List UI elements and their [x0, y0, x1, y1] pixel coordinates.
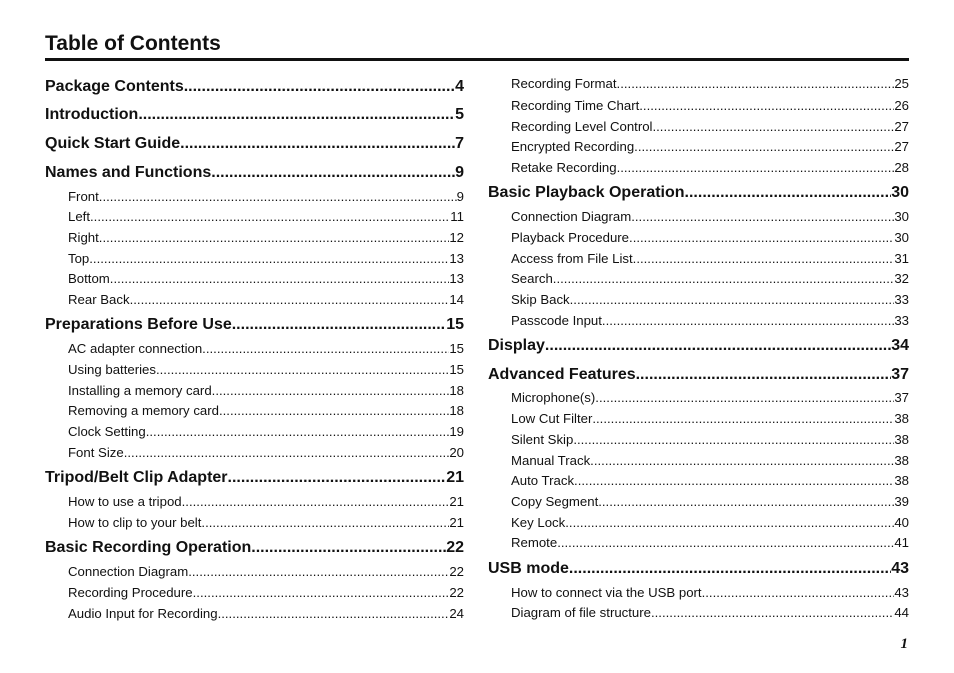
toc-entry-label: Font Size: [68, 445, 124, 460]
toc-subsection-entry[interactable]: [45, 250, 464, 267]
toc-entry-label: Recording Level Control: [511, 119, 653, 134]
toc-entry-label: Copy Segment: [511, 494, 599, 509]
toc-entry-label: Clock Setting: [68, 424, 146, 439]
toc-entry-label: Display: [488, 337, 545, 354]
toc-entry-page: 30: [894, 230, 909, 245]
toc-entry-label: Connection Diagram: [68, 564, 189, 579]
toc-entry-page: 12: [449, 230, 464, 245]
toc-entry-page: 44: [894, 605, 909, 620]
toc-entry-label: Removing a memory card: [68, 403, 219, 418]
toc-section-entry[interactable]: [488, 336, 909, 356]
toc-entry-page: 41: [894, 535, 909, 550]
toc-leader-dots: [90, 208, 450, 225]
toc-entry-label: How to connect via the USB port: [511, 585, 702, 600]
toc-leader-dots: [228, 468, 447, 488]
toc-subsection-entry[interactable]: [45, 340, 464, 357]
toc-subsection-entry[interactable]: [45, 514, 464, 531]
toc-subsection-entry[interactable]: [488, 389, 909, 406]
toc-section-entry[interactable]: [45, 134, 464, 154]
toc-leader-dots: [574, 472, 894, 489]
toc-entry-page: 26: [894, 98, 909, 113]
toc-entry-label: Tripod/Belt Clip Adapter: [45, 469, 228, 486]
toc-subsection-entry[interactable]: [45, 444, 464, 461]
toc-entry-page: 34: [891, 337, 909, 354]
toc-entry-label: Search: [511, 271, 553, 286]
toc-leader-dots: [180, 134, 455, 154]
toc-entry-page: 21: [446, 469, 464, 486]
toc-leader-dots: [218, 605, 450, 622]
toc-entry-label: Low Cut Filter: [511, 411, 593, 426]
toc-subsection-entry[interactable]: [488, 250, 909, 267]
toc-entry-page: 30: [894, 209, 909, 224]
toc-entry-page: 28: [894, 160, 909, 175]
toc-leader-dots: [652, 118, 894, 135]
toc-subsection-entry[interactable]: [488, 604, 909, 621]
toc-entry-page: 13: [449, 251, 464, 266]
toc-subsection-entry[interactable]: [45, 291, 464, 308]
toc-entry-label: USB mode: [488, 560, 569, 577]
toc-entry-page: 39: [894, 494, 909, 509]
toc-entry-label: Skip Back: [511, 292, 570, 307]
toc-entry-page: 31: [894, 251, 909, 266]
toc-leader-dots: [634, 138, 894, 155]
toc-entry-page: 21: [449, 515, 464, 530]
toc-entry-label: Connection Diagram: [511, 209, 632, 224]
toc-entry-page: 9: [456, 189, 464, 204]
toc-leader-dots: [595, 389, 894, 406]
toc-section-entry[interactable]: [45, 77, 464, 97]
toc-subsection-entry[interactable]: [488, 514, 909, 531]
toc-entry-page: 22: [449, 564, 464, 579]
toc-entry-label: Basic Playback Operation: [488, 184, 685, 201]
toc-leader-dots: [553, 270, 895, 287]
toc-entry-page: 27: [894, 139, 909, 154]
toc-entry-page: 38: [894, 453, 909, 468]
toc-entry-page: 21: [449, 494, 464, 509]
title-rule: [45, 58, 909, 61]
toc-entry-label: Diagram of file structure: [511, 605, 651, 620]
toc-entry-page: 18: [449, 403, 464, 418]
toc-leader-dots: [590, 452, 894, 469]
toc-leader-dots: [232, 315, 446, 335]
toc-subsection-entry[interactable]: [488, 138, 909, 155]
toc-leader-dots: [188, 563, 449, 580]
toc-subsection-entry[interactable]: [488, 410, 909, 427]
toc-leader-dots: [212, 382, 450, 399]
toc-subsection-entry[interactable]: [45, 402, 464, 419]
toc-entry-label: Installing a memory card: [68, 383, 212, 398]
toc-leader-dots: [631, 208, 894, 225]
toc-leader-dots: [569, 559, 891, 579]
toc-entry-page: 15: [449, 362, 464, 377]
toc-entry-label: Basic Recording Operation: [45, 539, 252, 556]
toc-subsection-entry[interactable]: [45, 208, 464, 225]
toc-entry-label: Key Lock: [511, 515, 566, 530]
toc-subsection-entry[interactable]: [488, 312, 909, 329]
toc-entry-page: 33: [894, 292, 909, 307]
toc-subsection-entry[interactable]: [488, 291, 909, 308]
toc-section-entry[interactable]: [488, 559, 909, 579]
toc-leader-dots: [602, 312, 894, 329]
toc-entry-label: Rear Back: [68, 292, 130, 307]
toc-entry-page: 37: [894, 390, 909, 405]
toc-entry-page: 11: [450, 209, 464, 224]
toc-leader-dots: [629, 229, 894, 246]
toc-leader-dots: [570, 291, 895, 308]
toc-entry-page: 38: [894, 411, 909, 426]
toc-leader-dots: [636, 365, 892, 385]
toc-leader-dots: [598, 493, 894, 510]
toc-entry-label: Package Contents: [45, 78, 184, 95]
toc-subsection-entry[interactable]: [488, 118, 909, 135]
toc-entry-label: Remote: [511, 535, 558, 550]
toc-section-entry[interactable]: [45, 163, 464, 183]
toc-leader-dots: [182, 493, 450, 510]
toc-entry-label: Retake Recording: [511, 160, 617, 175]
toc-subsection-entry[interactable]: [45, 423, 464, 440]
toc-leader-dots: [99, 188, 457, 205]
page-number: 1: [900, 636, 908, 652]
toc-section-entry[interactable]: [45, 105, 464, 125]
toc-entry-page: 18: [449, 383, 464, 398]
toc-entry-label: How to clip to your belt: [68, 515, 202, 530]
toc-leader-dots: [633, 250, 895, 267]
toc-entry-label: Auto Track: [511, 473, 575, 488]
toc-entry-page: 5: [455, 106, 464, 123]
toc-leader-dots: [565, 514, 894, 531]
toc-entry-page: 43: [891, 560, 909, 577]
toc-entry-label: Access from File List: [511, 251, 633, 266]
toc-entry-label: Microphone(s): [511, 390, 596, 405]
toc-subsection-entry[interactable]: [488, 493, 909, 510]
toc-entry-label: Top: [68, 251, 90, 266]
toc-subsection-entry[interactable]: [45, 229, 464, 246]
toc-entry-page: 15: [446, 316, 464, 333]
toc-subsection-entry[interactable]: [488, 584, 909, 601]
toc-leader-dots: [124, 444, 450, 461]
toc-section-entry[interactable]: [45, 538, 464, 558]
toc-leader-dots: [146, 423, 450, 440]
toc-entry-page: 4: [455, 78, 464, 95]
toc-leader-dots: [110, 270, 450, 287]
toc-entry-page: 13: [449, 271, 464, 286]
toc-entry-page: 30: [891, 184, 909, 201]
toc-subsection-entry[interactable]: [45, 270, 464, 287]
toc-leader-dots: [617, 159, 895, 176]
toc-entry-page: 40: [894, 515, 909, 530]
toc-entry-label: Passcode Input: [511, 313, 602, 328]
toc-leader-dots: [702, 584, 895, 601]
toc-subsection-entry[interactable]: [45, 382, 464, 399]
toc-subsection-entry[interactable]: [45, 605, 464, 622]
toc-entry-label: Recording Format: [511, 76, 617, 91]
toc-subsection-entry[interactable]: [488, 97, 909, 114]
toc-leader-dots: [89, 250, 449, 267]
toc-subsection-entry[interactable]: [488, 270, 909, 287]
toc-entry-label: Encrypted Recording: [511, 139, 635, 154]
toc-entry-page: 38: [894, 473, 909, 488]
toc-entry-page: 43: [894, 585, 909, 600]
toc-leader-dots: [617, 75, 895, 92]
toc-entry-label: Audio Input for Recording: [68, 606, 218, 621]
toc-leader-dots: [685, 183, 892, 203]
toc-entry-label: Advanced Features: [488, 366, 636, 383]
toc-subsection-entry[interactable]: [45, 188, 464, 205]
toc-leader-dots: [138, 105, 455, 125]
toc-entry-page: 37: [891, 366, 909, 383]
toc-entry-label: Preparations Before Use: [45, 316, 232, 333]
toc-leader-dots: [545, 336, 891, 356]
toc-leader-dots: [557, 534, 894, 551]
toc-section-entry[interactable]: [45, 315, 464, 335]
toc-leader-dots: [592, 410, 894, 427]
toc-subsection-entry[interactable]: [45, 361, 464, 378]
toc-subsection-entry[interactable]: [488, 534, 909, 551]
toc-subsection-entry[interactable]: [45, 563, 464, 580]
toc-subsection-entry[interactable]: [488, 159, 909, 176]
toc-section-entry[interactable]: [45, 468, 464, 488]
toc-leader-dots: [202, 340, 449, 357]
toc-entry-label: Recording Procedure: [68, 585, 193, 600]
toc-entry-label: Introduction: [45, 106, 139, 123]
toc-subsection-entry[interactable]: [488, 431, 909, 448]
toc-leader-dots: [639, 97, 894, 114]
toc-leader-dots: [184, 77, 455, 97]
toc-entry-page: 7: [455, 135, 464, 152]
toc-entry-page: 15: [449, 341, 464, 356]
toc-leader-dots: [130, 291, 450, 308]
toc-subsection-entry[interactable]: [45, 584, 464, 601]
toc-subsection-entry[interactable]: [488, 208, 909, 225]
toc-section-entry[interactable]: [488, 183, 909, 203]
toc-section-entry[interactable]: [488, 365, 909, 385]
toc-entry-label: How to use a tripod: [68, 494, 182, 509]
toc-entry-label: Quick Start Guide: [45, 135, 181, 152]
toc-entry-page: 22: [446, 539, 464, 556]
toc-leader-dots: [651, 604, 894, 621]
toc-leader-dots: [193, 584, 450, 601]
toc-entry-page: 22: [449, 585, 464, 600]
toc-leader-dots: [251, 538, 446, 558]
toc-entry-label: Using batteries: [68, 362, 156, 377]
toc-entry-page: 38: [894, 432, 909, 447]
toc-entry-page: 32: [894, 271, 909, 286]
toc-entry-label: Playback Procedure: [511, 230, 630, 245]
toc-entry-page: 33: [894, 313, 909, 328]
toc-entry-page: 24: [449, 606, 464, 621]
toc-subsection-entry[interactable]: [488, 229, 909, 246]
toc-entry-page: 27: [894, 119, 909, 134]
toc-entry-label: Front: [68, 189, 99, 204]
toc-entry-label: Names and Functions: [45, 164, 212, 181]
toc-entry-label: Manual Track: [511, 453, 591, 468]
toc-entry-label: Recording Time Chart: [511, 98, 640, 113]
toc-entry-page: 25: [894, 76, 909, 91]
toc-entry-label: AC adapter connection: [68, 341, 203, 356]
toc-leader-dots: [156, 361, 449, 378]
toc-subsection-entry[interactable]: [488, 75, 909, 92]
toc-entry-label: Right: [68, 230, 99, 245]
toc-entry-page: 19: [449, 424, 464, 439]
toc-entry-page: 9: [455, 164, 464, 181]
toc-subsection-entry[interactable]: [488, 472, 909, 489]
toc-entry-label: Silent Skip: [511, 432, 574, 447]
toc-leader-dots: [99, 229, 450, 246]
toc-leader-dots: [211, 163, 455, 183]
toc-entry-label: Left: [68, 209, 90, 224]
toc-entry-page: 14: [449, 292, 464, 307]
toc-subsection-entry[interactable]: [488, 452, 909, 469]
toc-leader-dots: [201, 514, 449, 531]
toc-leader-dots: [573, 431, 894, 448]
page-title: Table of Contents: [45, 32, 221, 55]
toc-leader-dots: [219, 402, 449, 419]
toc-entry-page: 20: [449, 445, 464, 460]
toc-entry-label: Bottom: [68, 271, 110, 286]
toc-subsection-entry[interactable]: [45, 493, 464, 510]
